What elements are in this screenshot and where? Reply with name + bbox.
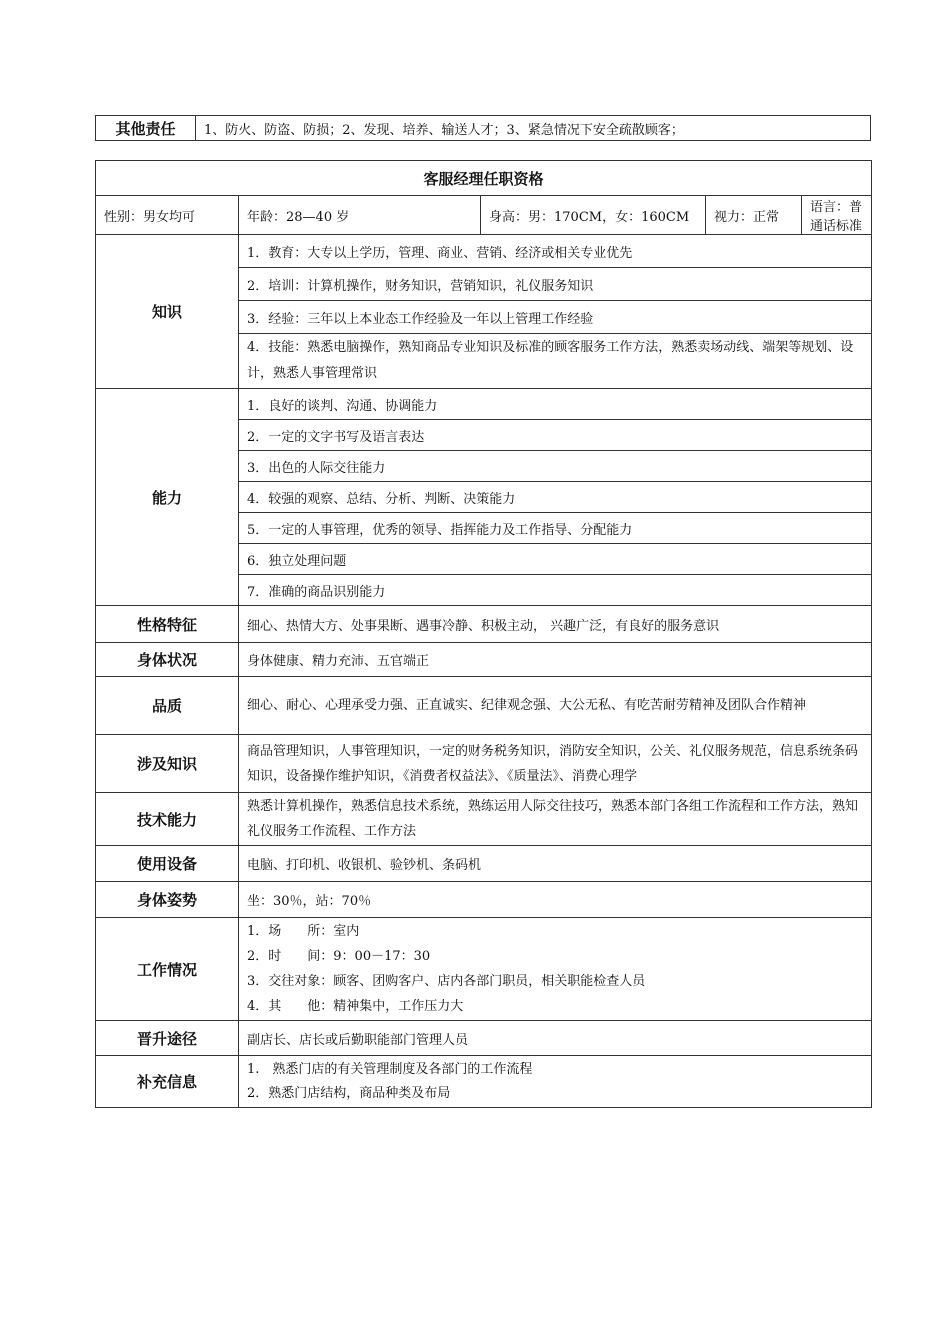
posture-text: 坐：30％，站：70％: [239, 882, 872, 918]
equipment-label: 使用设备: [96, 846, 239, 882]
gender-cell: 性别：男女均可: [96, 196, 239, 235]
work-conditions-item: 2．时 间：9：00－17：30: [247, 949, 431, 964]
knowledge-item: 2．培训：计算机操作，财务知识，营销知识，礼仪服务知识: [239, 268, 872, 301]
qualifications-table: [95, 160, 872, 1108]
work-conditions-item: 3．交往对象：顾客、团购客户、店内各部门职员，相关职能检查人员: [247, 974, 646, 989]
work-conditions-item: 4．其 他：精神集中，工作压力大: [247, 999, 464, 1014]
language-cell: 语言：普通话标准: [802, 196, 872, 235]
supplementary-item: 1. 熟悉门店的有关管理制度及各部门的工作流程: [247, 1061, 533, 1077]
physical-label: 身体状况: [96, 643, 239, 677]
supplementary-cell: [239, 1056, 872, 1108]
quality-text: 细心、耐心、心理承受力强、正直诚实、纪律观念强、大公无私、有吃苦耐劳精神及团队合作精神: [239, 677, 872, 735]
ability-item: 6．独立处理问题: [239, 544, 872, 575]
promotion-text: 副店长、店长或后勤职能部门管理人员: [239, 1021, 872, 1056]
qualifications-title: 客服经理任职资格: [96, 161, 872, 196]
ability-item: 2．一定的文字书写及语言表达: [239, 420, 872, 451]
supplementary-label: 补充信息: [96, 1056, 239, 1108]
work-conditions-label: 工作情况: [96, 918, 239, 1021]
supplementary-item: 2．熟悉门店结构，商品种类及布局: [247, 1085, 451, 1101]
promotion-label: 晋升途径: [96, 1021, 239, 1056]
ability-item: 1．良好的谈判、沟通、协调能力: [239, 389, 872, 420]
related-knowledge-text: 商品管理知识，人事管理知识，一定的财务税务知识，消防安全知识，公关、礼仪服务规范，信息系统条码知识，设备操作维护知识，《消费者权益法》、《质量法》、消费心理学: [239, 735, 872, 793]
knowledge-label: 知识: [96, 235, 239, 389]
height-cell: 身高：男：170CM，女：160CM: [481, 196, 706, 235]
physical-text: 身体健康、精力充沛、五官端正: [239, 643, 872, 677]
tech-skills-text: 熟悉计算机操作，熟悉信息技术系统，熟练运用人际交往技巧，熟悉本部门各组工作流程和工作方法，熟知礼仪服务工作流程、工作方法: [239, 793, 872, 846]
ability-item: 4．较强的观察、总结、分析、判断、决策能力: [239, 482, 872, 513]
vision-cell: 视力：正常: [706, 196, 802, 235]
ability-item: 7．准确的商品识别能力: [239, 575, 872, 606]
basic-info-row: [96, 196, 872, 235]
age-cell: 年龄：28—40 岁: [239, 196, 481, 235]
ability-item: 3．出色的人际交往能力: [239, 451, 872, 482]
other-duties-label: 其他责任: [96, 116, 196, 141]
tech-skills-label: 技术能力: [96, 793, 239, 846]
personality-label: 性格特征: [96, 606, 239, 643]
equipment-text: 电脑、打印机、收银机、验钞机、条码机: [239, 846, 872, 882]
knowledge-item: 3．经验：三年以上本业态工作经验及一年以上管理工作经验: [239, 301, 872, 334]
work-conditions-cell: [239, 918, 872, 1021]
ability-label: 能力: [96, 389, 239, 606]
related-knowledge-label: 涉及知识: [96, 735, 239, 793]
personality-text: 细心、热情大方、处事果断、遇事冷静、积极主动， 兴趣广泛，有良好的服务意识: [239, 606, 872, 643]
other-duties-text: 1、防火、防盗、防损；2、发现、培养、输送人才；3、紧急情况下安全疏散顾客；: [196, 116, 871, 141]
knowledge-item: 1．教育：大专以上学历，管理、商业、营销、经济或相关专业优先: [239, 235, 872, 268]
work-conditions-item: 1．场 所：室内: [247, 924, 360, 939]
posture-label: 身体姿势: [96, 882, 239, 918]
ability-item: 5．一定的人事管理，优秀的领导、指挥能力及工作指导、分配能力: [239, 513, 872, 544]
knowledge-item: 4．技能：熟悉电脑操作，熟知商品专业知识及标准的顾客服务工作方法，熟悉卖场动线、端架等规划、设计，熟悉人事管理常识: [239, 334, 872, 389]
other-duties-table: [95, 115, 871, 141]
quality-label: 品质: [96, 677, 239, 735]
